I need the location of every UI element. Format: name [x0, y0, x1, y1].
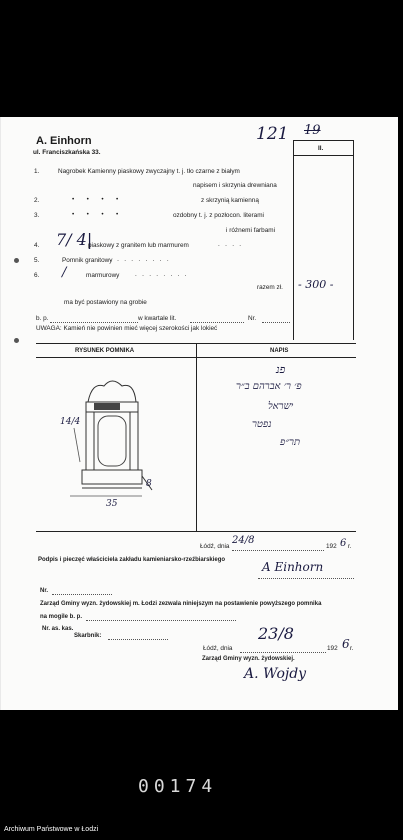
year-label: 192: [326, 543, 337, 550]
year-suffix: 6: [340, 538, 347, 549]
date2-label: Łódź, dnia: [203, 645, 233, 652]
skarbnik-line: [108, 639, 168, 640]
date-label: Łódź, dnia: [200, 543, 230, 550]
bp-label: b. p.: [36, 315, 49, 322]
uwaga-note: UWAGA: Kamień nie powinien mieć więcej szerokości jak lokieć: [36, 325, 218, 332]
table-bottom-line: [36, 531, 356, 532]
board-stamp: Zarząd Gminy wyzn. żydowskiej.: [202, 656, 295, 662]
punch-hole-bottom: [14, 338, 19, 343]
nr-line: [262, 322, 290, 323]
workshop-signature: A Einhorn: [262, 560, 324, 574]
inscription-header: NAPIS: [270, 348, 289, 354]
drawing-dim-side: 8: [146, 479, 152, 489]
nr-as-kas-label: Nr. as. kas.: [42, 626, 74, 632]
nr2-label: Nr.: [40, 588, 49, 594]
item-text: napisem i skrzynia drewniana: [193, 182, 277, 189]
punch-hole-top: [14, 258, 19, 263]
kwartale-line: [190, 322, 244, 323]
date-line: [232, 550, 324, 551]
table-divider: [196, 343, 197, 531]
item-text: Pomnik granitowy: [62, 257, 113, 264]
item-number: 1.: [34, 168, 40, 175]
drawing-dim-bottom: 35: [106, 499, 118, 509]
inscription-line: ישראל: [268, 401, 294, 412]
handwritten-number-struck: 19: [304, 123, 321, 138]
company-name: A. Einhorn: [36, 135, 92, 147]
inscription-line: תר״פ: [280, 437, 301, 448]
item-text: marmurowy: [86, 272, 120, 279]
date2-day: 23/8: [258, 624, 294, 643]
item-number: 6.: [34, 272, 40, 279]
inscription-line: נפטר: [252, 419, 272, 430]
date-day: 24/8: [232, 535, 255, 546]
ditto-marks: • • • •: [72, 211, 119, 218]
frame-number: 00174: [138, 776, 218, 797]
inscription-line: פנ: [276, 363, 286, 376]
company-address: ul. Franciszkańska 33.: [33, 149, 101, 156]
item6-handwritten-mark: /: [62, 265, 67, 280]
monument-drawing: [60, 372, 170, 512]
item-number: 4.: [34, 242, 40, 249]
year2-suffix: 6: [342, 637, 350, 651]
item-number: 3.: [34, 212, 40, 219]
inscription-line: פ׳ ר׳ אברהם ב״ר: [236, 381, 302, 392]
nr-label: Nr.: [248, 315, 257, 322]
grave-line-label: ma być postawiony na grobie: [64, 299, 147, 306]
zarzad-text: Zarząd Gminy wyzn. żydowskiej m. Łodzi zezwala niniejszym na postawienie powyższego pomnika: [40, 601, 322, 607]
na-mogile-line: [86, 620, 236, 621]
bp-line: [50, 322, 138, 323]
box-label: II.: [318, 145, 324, 152]
dotted-leader: . . . . . . . . .: [110, 256, 169, 263]
item-number: 2.: [34, 197, 40, 204]
box-right-line: [353, 140, 354, 340]
item-number: 5.: [34, 257, 40, 264]
drawing-dim-left: 14/4: [60, 417, 81, 427]
nr2-line: [52, 594, 112, 595]
item-text: ozdobny t. j. z pozłocon. literami: [173, 212, 264, 219]
year-r: r.: [348, 543, 352, 550]
dotted-leader: . . . .: [218, 241, 242, 248]
dotted-leader: . . . . . . . .: [135, 271, 187, 278]
year2-r: r.: [350, 645, 354, 652]
year2-label: 192: [327, 645, 338, 652]
signature-line: [258, 578, 354, 579]
na-mogile-label: na mogile b. p.: [40, 614, 83, 620]
box-header-line: [293, 155, 353, 156]
total-label: razem zł.: [257, 284, 283, 291]
drawing-header: RYSUNEK POMNIKA: [75, 348, 135, 354]
item-text: z skrzynią kamienną: [201, 197, 259, 204]
date2-line: [240, 652, 326, 653]
item-text: Nagrobek Kamienny piaskowy zwyczajny t. j. tło czarne z białym: [58, 168, 240, 175]
box-left-line: [293, 140, 294, 340]
ditto-marks: • • • •: [72, 196, 119, 203]
workshop-signature-label: Podpis i pieczęć właściciela zakładu kamieniarsko-rzeźbiarskiego: [38, 557, 226, 563]
kwartale-label: w kwartale lit.: [138, 315, 177, 322]
board-signature: A. Wojdy: [244, 666, 307, 682]
archive-label: Archiwum Państwowe w Łodzi: [4, 826, 99, 833]
item-text: i różnemi farbami: [226, 227, 276, 234]
handwritten-number: 121: [256, 124, 289, 144]
item-text: piaskowy z granitem lub marmurem: [88, 242, 189, 249]
item4-handwritten-mark: 7/ 4|: [56, 230, 93, 249]
skarbnik-label: Skarbnik:: [74, 633, 102, 639]
box-top-line: [293, 140, 353, 141]
total-price: - 300 -: [298, 278, 334, 291]
